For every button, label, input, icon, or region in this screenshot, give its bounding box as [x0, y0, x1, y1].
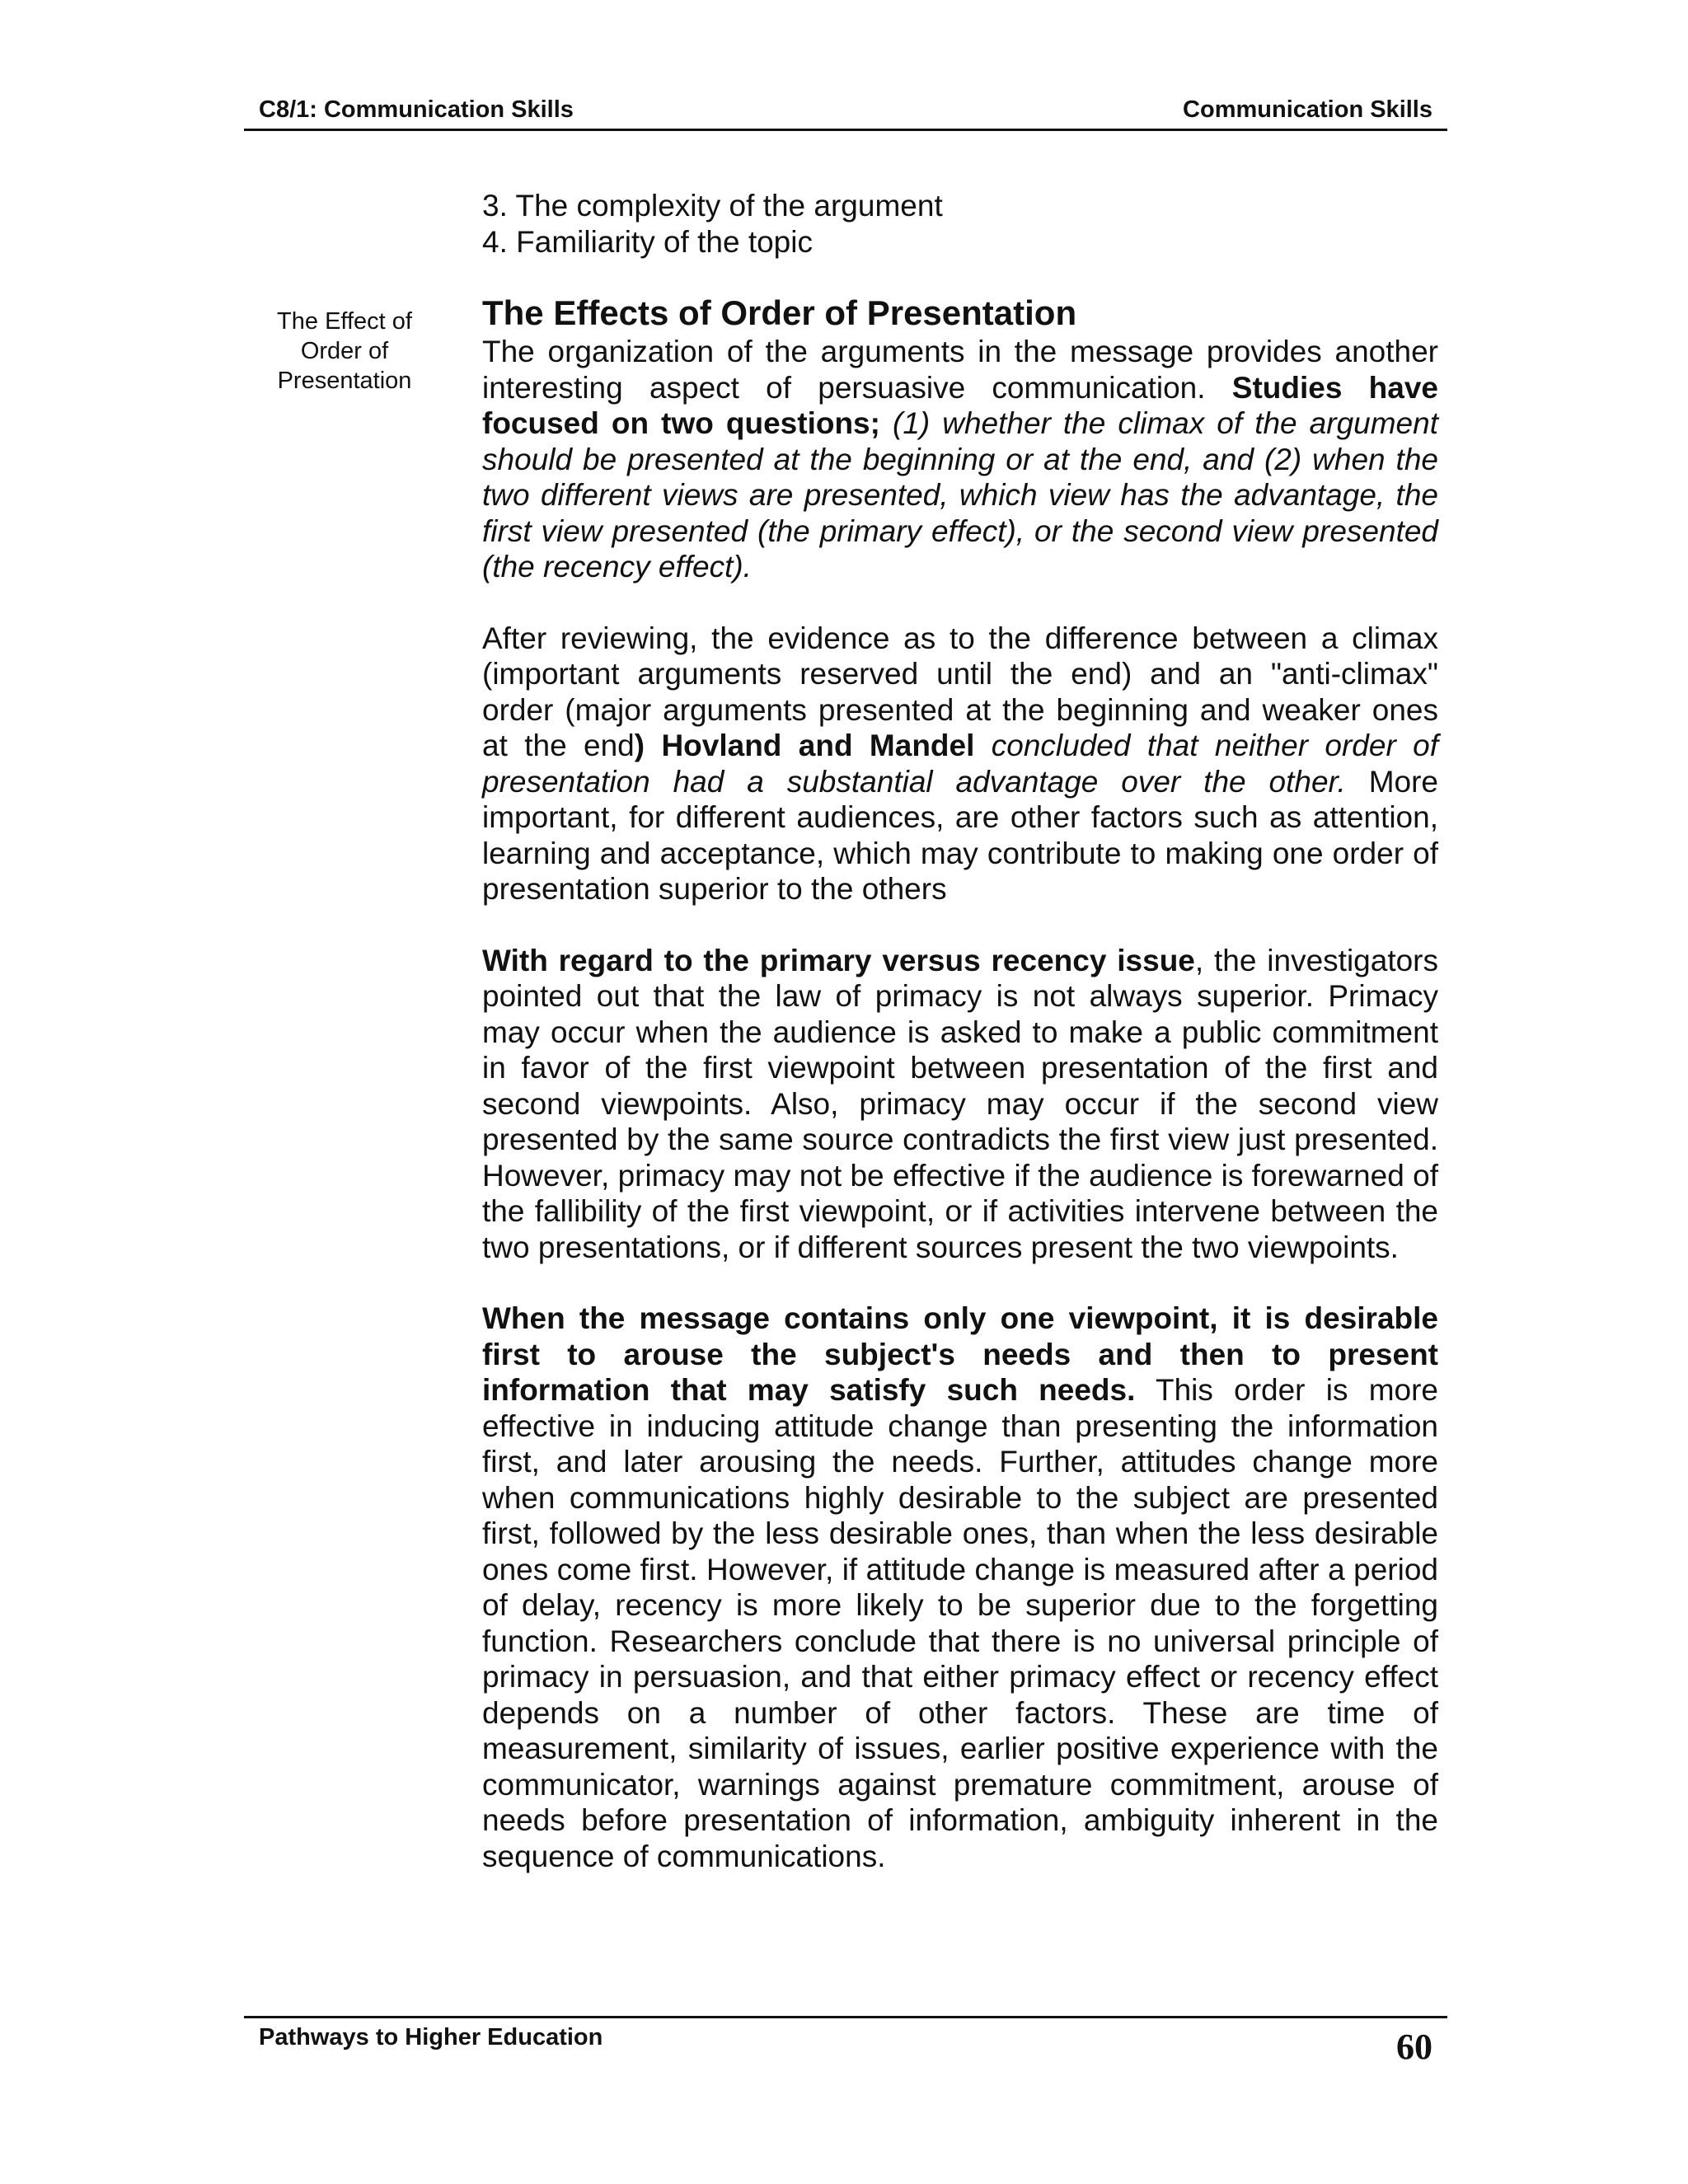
paragraph-one-viewpoint [482, 1301, 1438, 1874]
header-title: Communication Skills [1183, 96, 1432, 123]
page-footer [244, 2016, 1447, 2084]
emphasis-italic: concluded that neither order of presentation had a substantial advantage over the other. [482, 729, 1439, 799]
emphasis-bold: With regard to the primary versus recency issue [482, 943, 1195, 977]
paragraph-text: The organization of the arguments in the message provides another interesting aspect of persuasive communication. [482, 335, 1438, 405]
list-item: 3. The complexity of the argument [482, 189, 943, 223]
margin-note: The Effect of Order of Presentation [277, 308, 412, 394]
footer-publication: Pathways to Higher Education [259, 2024, 603, 2050]
paragraph-text: After reviewing, the evidence as to the difference between a climax (important arguments reserved until the end) and an "anti-climax" order (major arguments presented at the beginning and weaker ones at the end [482, 621, 1438, 762]
main-content [482, 188, 1438, 1874]
paragraph-text [974, 729, 991, 762]
paragraph-text: This order is more effective in inducing attitude change than presenting the information first, and later arousing the needs. Further, attitudes change more when communications highly desirable to the subject are presented first, followed by the less desirable ones, than when the less desirable ones come first. However, if attitude change is measured after a period of delay, recency is more likely to be superior due to the forgetting function. Researchers conclude that there is no universal principle of primacy in persuasion, and that either primacy effect or recency effect depends on a number of other factors. These are time of measurement, similarity of issues, earlier positive experience with the communicator, warnings against premature commitment, arouse of needs before presentation of information, ambiguity inherent in the sequence of communications. [482, 1373, 1438, 1873]
paragraph-text [880, 406, 893, 440]
paragraph-climax [482, 621, 1438, 907]
header-course-code: C8/1: Communication Skills [259, 96, 574, 123]
paragraph-intro [482, 334, 1438, 585]
section-heading: The Effects of Order of Presentation [482, 293, 1077, 332]
emphasis-bold: ) Hovland and Mandel [634, 729, 975, 762]
paragraph-text: More important, for different audiences, are other factors such as attention, learning and acceptance, which may contribute to making one order of presentation superior to the others [482, 764, 1439, 906]
page-header [244, 92, 1447, 131]
page-number: 60 [1396, 2027, 1432, 2067]
emphasis-bold: When the message contains only one viewpoint, it is desirable first to arouse the subject's needs and then to present information that may satisfy such needs. [482, 1301, 1438, 1407]
paragraph-text: , the investigators pointed out that the law of primacy is not always superior. Primacy may occur when the audience is asked to make a public commitment in favor of the first viewpoint between presentation of the first and second viewpoints. Also, primacy may occur if the second view presented by the same source contradicts the first view just presented. However, primacy may not be effective if the audience is forewarned of the fallibility of the first viewpoint, or if activities intervene between the two presentations, or if different sources present the two viewpoints. [482, 943, 1438, 1264]
list-item: 4. Familiarity of the topic [482, 224, 813, 259]
paragraph-primacy [482, 943, 1438, 1266]
emphasis-italic: (1) whether the climax of the argument should be presented at the beginning or at the end, and (2) when the two different views are presented, which view has the advantage, the first view presented (the primary effect), or the second view presented (the recency effect). [482, 406, 1438, 583]
emphasis-bold: Studies have focused on two questions; [482, 370, 1438, 440]
